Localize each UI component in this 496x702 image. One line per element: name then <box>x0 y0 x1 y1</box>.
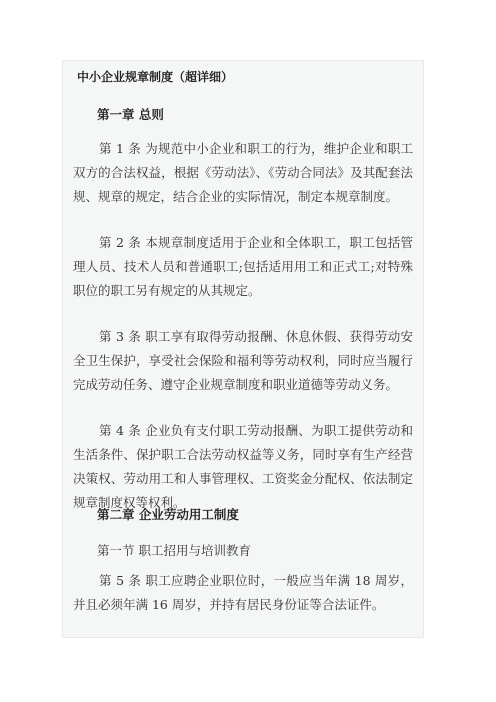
section-heading: 第一节 职工招用与培训教育 <box>97 543 251 558</box>
chapter-heading: 第二章 企业劳动用工制度 <box>97 507 239 522</box>
document-panel <box>62 60 424 638</box>
document-title: 中小企业规章制度（超详细） <box>77 70 234 84</box>
article-paragraph: 第 2 条 本规章制度适用于企业和全体职工，职工包括管理人员、技术人员和普通职工;包括适用用工和正式工;对特殊职位的职工另有规定的从其规定。 <box>73 235 413 298</box>
chapter-heading: 第一章 总则 <box>97 107 164 122</box>
article-paragraph: 第 4 条 企业负有支付职工劳动报酬、为职工提供劳动和生活条件、保护职工合法劳动权益等义务，同时享有生产经营决策权、劳动用工和人事管理权、工资奖金分配权、依法制定规章制度权等权利。 <box>73 423 413 510</box>
article-paragraph: 第 1 条 为规范中小企业和职工的行为，维护企业和职工双方的合法权益，根据《劳动法》、《劳动合同法》及其配套法规、规章的规定，结合企业的实际情况，制定本规章制度。 <box>73 141 413 204</box>
article-paragraph: 第 5 条 职工应聘企业职位时，一般应当年满 18 周岁，并且必须年满 16 周岁，并持有居民身份证等合法证件。 <box>73 573 413 612</box>
article-paragraph: 第 3 条 职工享有取得劳动报酬、休息休假、获得劳动安全卫生保护，享受社会保险和福利等劳动权利，同时应当履行完成劳动任务、遵守企业规章制度和职业道德等劳动义务。 <box>73 329 413 392</box>
